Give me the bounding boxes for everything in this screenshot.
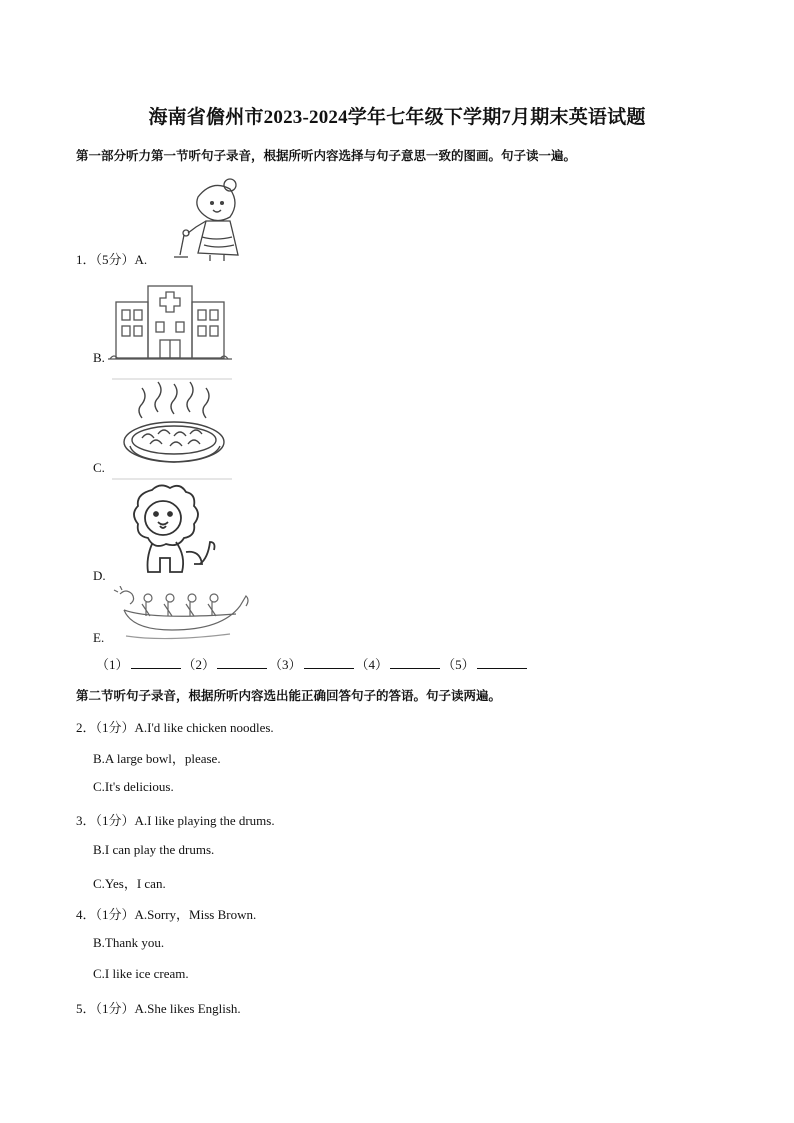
dragon-boat-icon <box>112 586 252 644</box>
section1-instruction: 第一部分听力第一节听句子录音，根据所听内容选择与句子意思一致的图画。句子读一遍。 <box>76 149 577 163</box>
option-b-label: B. <box>93 350 105 365</box>
question-2-stem: 2．（1分）A.I'd like chicken noodles. <box>76 720 274 735</box>
answer-blanks <box>96 654 529 673</box>
answer-blank-4[interactable] <box>390 655 440 669</box>
question-2-option-c: C.It's delicious. <box>93 779 174 794</box>
question-4-option-c: C.I like ice cream. <box>93 966 189 981</box>
answer-blank-2[interactable] <box>217 655 267 669</box>
dumplings-icon <box>112 378 232 480</box>
singer-icon <box>168 175 246 261</box>
blank-label-1: （1） <box>96 657 129 672</box>
lion-icon <box>112 482 224 578</box>
question-4-stem: 4．（1分）A.Sorry，Miss Brown. <box>76 907 257 922</box>
option-e-label: E. <box>93 630 105 645</box>
question-5-stem: 5．（1分）A.She likes English. <box>76 1001 241 1016</box>
answer-blank-5[interactable] <box>477 655 527 669</box>
question-3-option-c: C.Yes，I can. <box>93 876 166 891</box>
blank-label-3: （3） <box>269 657 302 672</box>
question-3-stem: 3．（1分）A.I like playing the drums. <box>76 813 275 828</box>
blank-label-5: （5） <box>442 657 475 672</box>
answer-blank-1[interactable] <box>131 655 181 669</box>
page-title: 海南省儋州市2023-2024学年七年级下学期7月期末英语试题 <box>148 107 646 128</box>
answer-blank-3[interactable] <box>304 655 354 669</box>
question-4-option-b: B.Thank you. <box>93 935 165 950</box>
option-d-label: D. <box>93 568 106 583</box>
question-1-stem: 1．（5分）A. <box>76 252 148 267</box>
question-2-option-b: B.A large bowl，please. <box>93 751 221 766</box>
blank-label-2: （2） <box>182 657 216 672</box>
section2-instruction: 第二节听句子录音，根据所听内容选出能正确回答句子的答语。句子读两遍。 <box>76 689 502 703</box>
blank-label-4: （4） <box>355 657 389 672</box>
hospital-icon <box>108 282 232 362</box>
option-c-label: C. <box>93 460 105 475</box>
question-3-option-b: B.I can play the drums. <box>93 842 215 857</box>
